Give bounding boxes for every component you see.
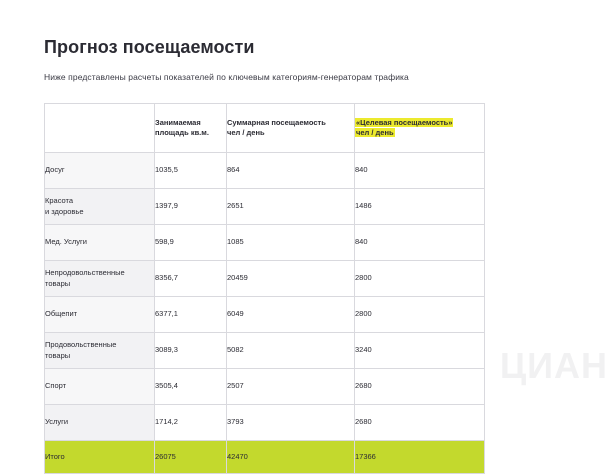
cell-total-services: 3793 (227, 405, 355, 441)
column-header-category (45, 104, 155, 153)
cell-area-nonfood: 8356,7 (155, 261, 227, 297)
row-label-beauty-health-line2: и здоровье (45, 206, 84, 216)
row-label-beauty-health-line1: Красота (45, 196, 74, 206)
cell-area-sport: 3505,4 (155, 369, 227, 405)
table-row (45, 189, 485, 225)
table-row (45, 225, 485, 261)
watermark: ЦИАН (499, 345, 608, 386)
attendance-table-wrapper (44, 103, 484, 474)
table-total-row (45, 441, 485, 474)
column-header-total-attendance (227, 104, 355, 153)
cell-target-catering: 2800 (355, 297, 485, 333)
table-row (45, 333, 485, 369)
cell-total-total: 42470 (227, 441, 355, 474)
page-subtitle: Ниже представлены расчеты показателей по ключевым категориям-генераторам трафика (44, 72, 409, 82)
column-header-area (155, 104, 227, 153)
cell-target-medical: 840 (355, 225, 485, 261)
row-label-nonfood-line2: товары (45, 278, 71, 288)
row-label-beauty-health (45, 189, 155, 225)
table-row (45, 405, 485, 441)
cell-area-medical: 598,9 (155, 225, 227, 261)
column-header-total-line1: Суммарная посещаемость (227, 117, 326, 127)
cell-total-sport: 2507 (227, 369, 355, 405)
page-title: Прогноз посещаемости (44, 37, 255, 57)
table-header-row (45, 104, 485, 153)
cell-target-sport: 2680 (355, 369, 485, 405)
cell-area-food: 3089,3 (155, 333, 227, 369)
cell-area-beauty-health: 1397,9 (155, 189, 227, 225)
cell-total-catering: 6049 (227, 297, 355, 333)
cell-target-beauty-health: 1486 (355, 189, 485, 225)
row-label-medical: Мед. Услуги (45, 225, 155, 261)
row-label-nonfood-line1: Непродовольственные (45, 268, 125, 278)
table-row (45, 297, 485, 333)
cell-target-dosug: 840 (355, 153, 485, 189)
table-row (45, 369, 485, 405)
row-label-catering: Общепит (45, 297, 155, 333)
cell-total-nonfood: 20459 (227, 261, 355, 297)
row-label-services: Услуги (45, 405, 155, 441)
row-label-total: Итого (45, 441, 155, 474)
cell-total-beauty-health: 2651 (227, 189, 355, 225)
row-label-food-line1: Продовольственные (45, 340, 117, 350)
cell-total-food: 5082 (227, 333, 355, 369)
row-label-food (45, 333, 155, 369)
column-header-area-line2: площадь кв.м. (155, 128, 209, 137)
row-label-nonfood (45, 261, 155, 297)
cell-area-total: 26075 (155, 441, 227, 474)
cell-area-services: 1714,2 (155, 405, 227, 441)
cell-area-catering: 6377,1 (155, 297, 227, 333)
cell-target-services: 2680 (355, 405, 485, 441)
column-header-total-line2: чел / день (227, 128, 265, 137)
cell-target-food: 3240 (355, 333, 485, 369)
attendance-table (44, 103, 485, 474)
column-header-target-line1: «Целевая посещаемость» (356, 117, 453, 127)
table-body (45, 153, 485, 474)
cell-total-dosug: 864 (227, 153, 355, 189)
column-header-area-line1: Занимаемая (155, 117, 201, 127)
cell-total-medical: 1085 (227, 225, 355, 261)
column-header-target-attendance (355, 104, 485, 153)
table-header (45, 104, 485, 153)
row-label-sport: Спорт (45, 369, 155, 405)
column-header-target-line2: чел / день (356, 128, 394, 137)
cell-area-dosug: 1035,5 (155, 153, 227, 189)
table-row (45, 153, 485, 189)
cell-target-total: 17366 (355, 441, 485, 474)
table-row (45, 261, 485, 297)
row-label-dosug: Досуг (45, 153, 155, 189)
row-label-food-line2: товары (45, 350, 71, 360)
cell-target-nonfood: 2800 (355, 261, 485, 297)
